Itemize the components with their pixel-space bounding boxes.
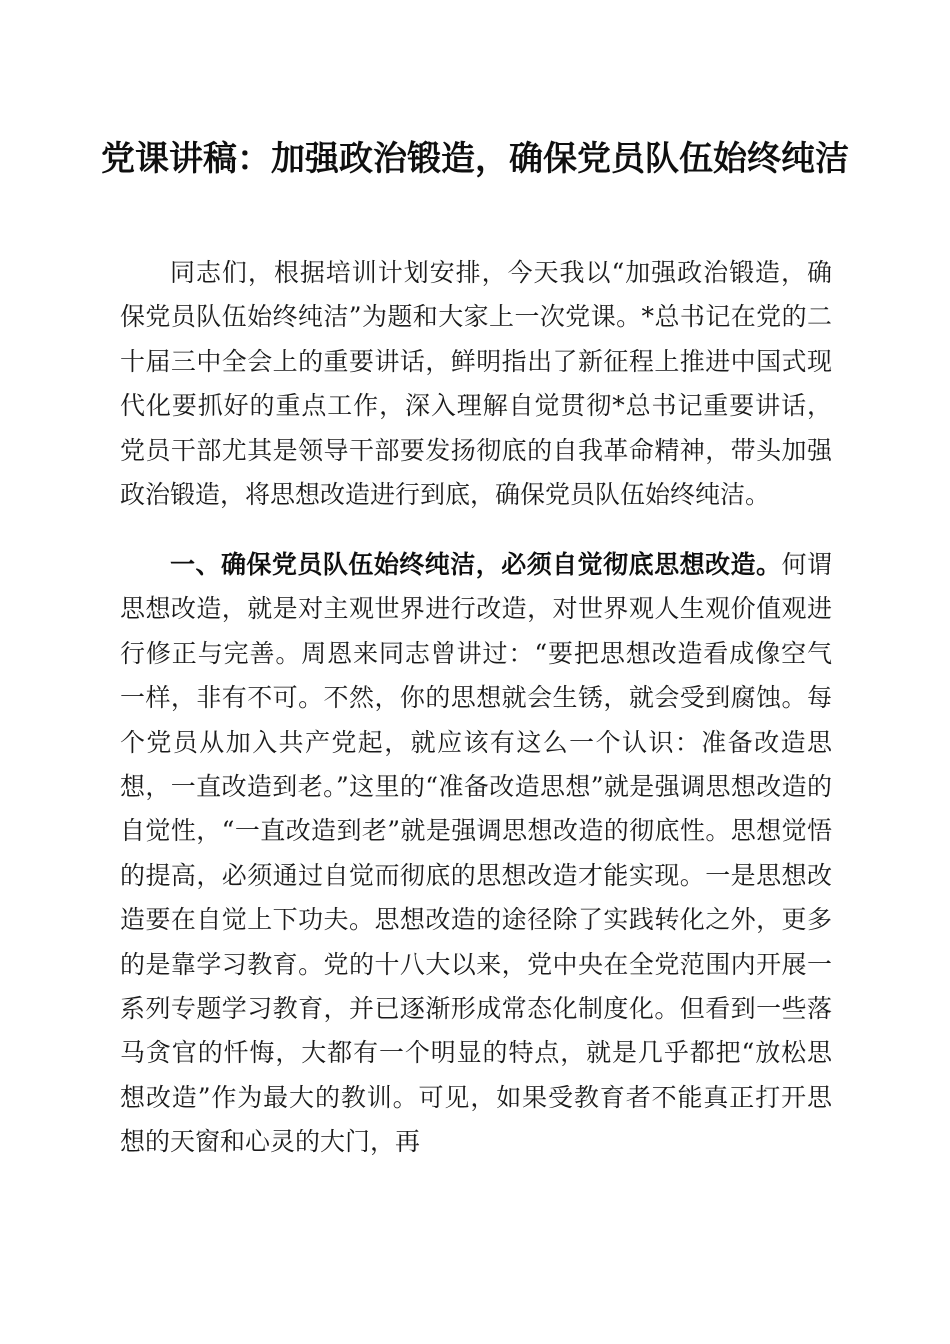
section-body-text: 何谓思想改造，就是对主观世界进行改造，对世界观人生观价值观进行修正与完善。周恩来同志曾讲过：“要把思想改造看成像空气一样，非有不可。不然，你的思想就会生锈，就会受到腐蚀。每个党员从加入共产党起，就应该有这么一个认识：准备改造思想，一直改造到老。”这里的“准备改造思想”就是强调思想改造的自觉性，“一直改造到老”就是强调思想改造的彻底性。思想觉悟的提高，必须通过自觉而彻底的思想改造才能实现。一是思想改造要在自觉上下功夫。思想改造的途径除了实践转化之外，更多的是靠学习教育。党的十八大以来，党中央在全党范围内开展一系列专题学习教育，并已逐渐形成常态化制度化。但看到一些落马贪官的忏悔，大都有一个明显的特点，就是几乎都把“放松思想改造”作为最大的教训。可见，如果受教育者不能真正打开思想的天窗和心灵的大门，再 <box>120 550 832 1157</box>
section-heading: 一、确保党员队伍始终纯洁，必须自觉彻底思想改造。 <box>170 550 782 579</box>
paragraph-section-one <box>120 543 832 1165</box>
document-title: 党课讲稿：加强政治锻造，确保党员队伍始终纯洁 <box>101 139 849 179</box>
paragraph-intro: 同志们，根据培训计划安排，今天我以“加强政治锻造，确保党员队伍始终纯洁”为题和大家上一次党课。*总书记在党的二十届三中全会上的重要讲话，鲜明指出了新征程上推进中国式现代化要抓好的重点工作，深入理解自觉贯彻*总书记重要讲话，党员干部尤其是领导干部要发扬彻底的自我革命精神，带头加强政治锻造，将思想改造进行到底，确保党员队伍始终纯洁。 <box>120 258 832 510</box>
